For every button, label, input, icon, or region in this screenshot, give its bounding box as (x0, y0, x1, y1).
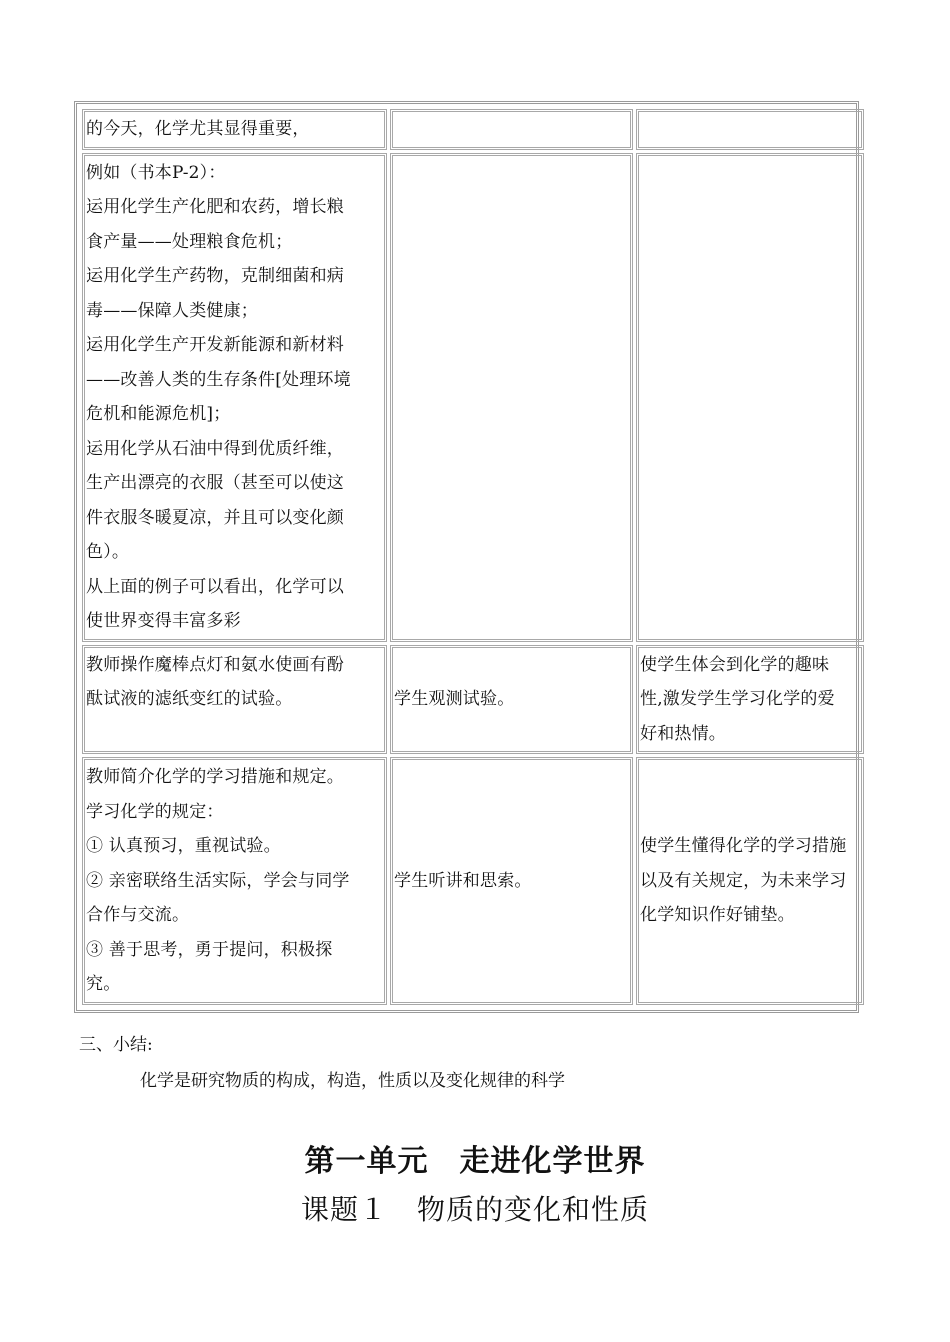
table-row (82, 645, 864, 755)
cell-text-line: 酞试液的滤纸变红的试验。 (86, 689, 293, 709)
cell-text-line: 生产出漂亮的衣服（甚至可以使这 (86, 473, 344, 493)
teacher-activity-cell (82, 757, 387, 1005)
cell-text-line: 使学生体会到化学的趣味 (640, 654, 830, 675)
student-activity-cell (390, 109, 633, 150)
cell-text-line: 好和热情。 (640, 723, 726, 744)
cell-text-line: 使学生懂得化学的学习措施 (640, 836, 847, 856)
cell-text-line: ——改善人类的生存条件[处理环境 (86, 369, 351, 390)
cell-text-line: 毒——保障人类健康； (86, 300, 258, 321)
cell-text-line: 件衣服冬暖夏凉，并且可以变化颜 (86, 507, 344, 528)
design-intent-cell (636, 153, 864, 642)
cell-text-line: 究。 (86, 974, 121, 994)
summary-heading: 三、小结: (79, 1035, 153, 1055)
teacher-activity-cell (82, 109, 387, 150)
lesson-table-grid (79, 106, 867, 1008)
cell-text-line: 以及有关规定，为未来学习 (640, 870, 847, 891)
cell-text-line: ③ 善于思考，勇于提问，积极探 (86, 939, 333, 960)
design-intent-cell (636, 109, 864, 150)
cell-text-line: ① 认真预习，重视试验。 (86, 836, 281, 856)
cell-text-line: 运用化学生产开发新能源和新材料 (86, 335, 344, 355)
summary-text: 化学是研究物质的构成，构造，性质以及变化规律的科学 (140, 1071, 565, 1091)
table-row (82, 757, 864, 1005)
cell-text-line: 例如（书本P-2）： (86, 162, 226, 183)
student-activity-cell (390, 757, 633, 1005)
cell-text-line: 食产量——处理粮食危机； (86, 231, 293, 252)
cell-text-line: 教师简介化学的学习措施和规定。 (86, 767, 344, 787)
cell-text-line: 运用化学生产药物，克制细菌和病 (86, 266, 344, 286)
design-intent-cell (636, 757, 864, 1005)
student-activity-cell (390, 645, 633, 755)
design-intent-cell (636, 645, 864, 755)
cell-text-line: 的今天，化学尤其显得重要， (86, 119, 310, 139)
table-row (82, 109, 864, 150)
cell-text-line: 运用化学从石油中得到优质纤维， (86, 438, 344, 459)
cell-text-line: 使世界变得丰富多彩 (86, 611, 241, 631)
lesson-table (74, 101, 859, 1013)
cell-text-line: 学习化学的规定： (86, 801, 224, 822)
cell-text-line: 运用化学生产化肥和农药，增长粮 (86, 197, 344, 217)
cell-text-line: 教师操作魔棒点灯和氨水使画有酚 (86, 654, 344, 675)
cell-text-line: ② 亲密联络生活实际，学会与同学 (86, 870, 350, 891)
cell-text-line: 学生听讲和思索。 (394, 870, 532, 891)
cell-text-line: 危机和能源危机]； (86, 404, 231, 424)
student-activity-cell (390, 153, 633, 642)
cell-text-line: 色）。 (86, 542, 130, 562)
teacher-activity-cell (82, 645, 387, 755)
teacher-activity-cell (82, 153, 387, 642)
cell-text-line: 学生观测试验。 (394, 689, 515, 709)
table-row (82, 153, 864, 642)
cell-text-line: 化学知识作好铺垫。 (640, 905, 795, 925)
cell-text-line: 性,激发学生学习化学的爱 (640, 689, 835, 709)
cell-text-line: 从上面的例子可以看出，化学可以 (86, 576, 344, 597)
cell-text-line: 合作与交流。 (86, 905, 190, 925)
unit-title: 第一单元 走进化学世界 (304, 1144, 646, 1179)
lesson-title: 课题１ 物质的变化和性质 (300, 1193, 649, 1226)
